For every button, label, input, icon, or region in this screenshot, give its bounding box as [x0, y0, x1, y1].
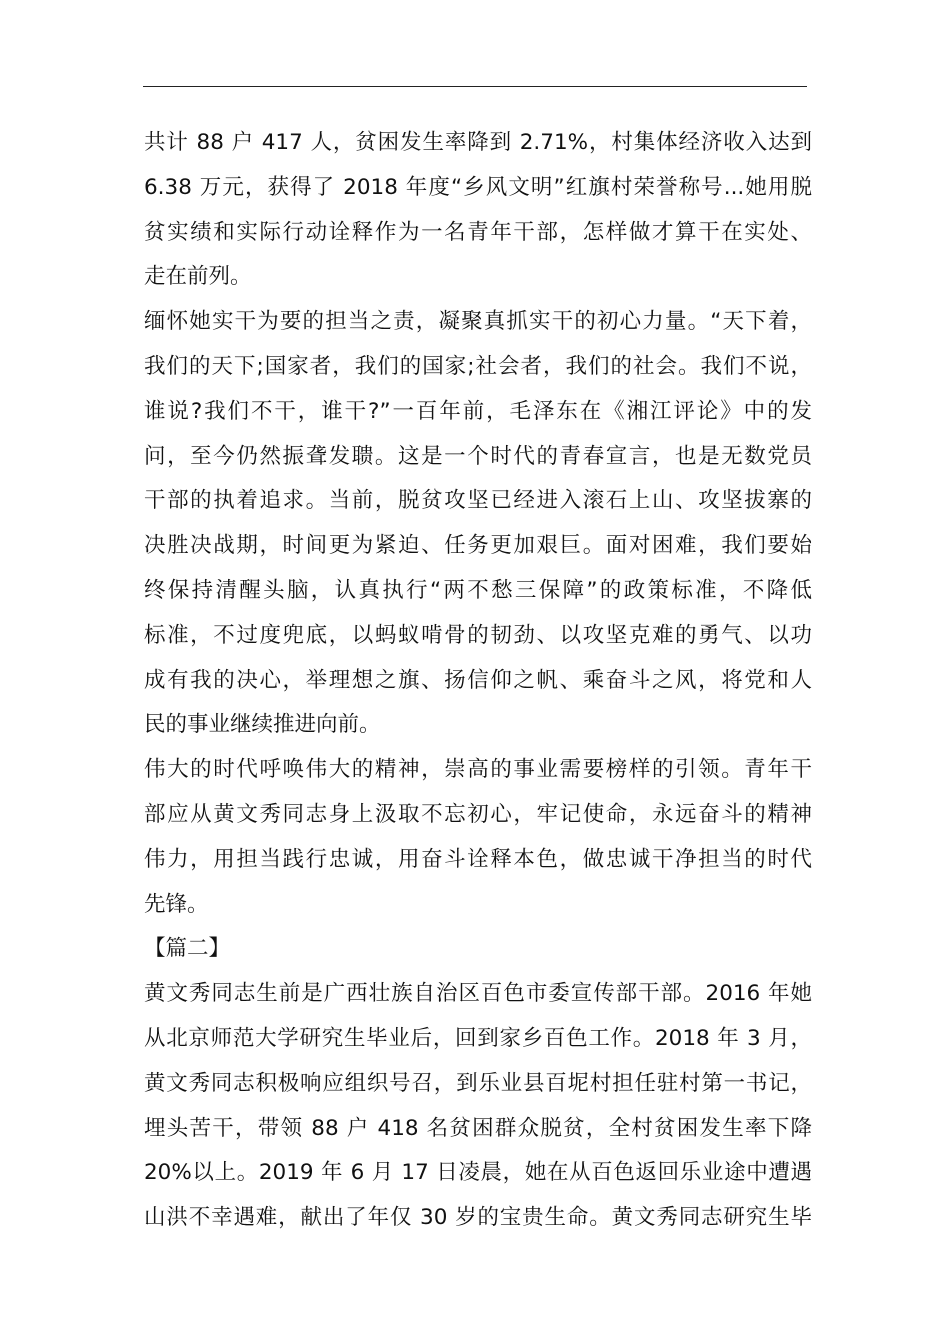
text-line: 共计 88 户 417 人，贫困发生率降到 2.71%，村集体经济收入达到	[144, 130, 812, 155]
text-line: 伟力，用担当践行忠诚，用奋斗诠释本色，做忠诚干净担当的时代	[144, 846, 812, 872]
text-line: 终保持清醒头脑，认真执行“两不愁三保障”的政策标准，不降低	[144, 577, 812, 603]
text-line: 谁说?我们不干，谁干?”一百年前，毛泽东在《湘江评论》中的发	[144, 398, 812, 424]
text-line: 民的事业继续推进向前。	[144, 712, 381, 738]
text-line: 从北京师范大学研究生毕业后，回到家乡百色工作。2018 年 3 月，	[144, 1025, 812, 1051]
text-line: 部应从黄文秀同志身上汲取不忘初心，牢记使命，永远奋斗的精神	[144, 801, 812, 827]
body-text	[144, 121, 812, 1241]
text-line: 山洪不幸遇难，献出了年仅 30 岁的宝贵生命。黄文秀同志研究生毕	[144, 1205, 812, 1231]
text-line: 埋头苦干，带领 88 户 418 名贫困群众脱贫，全村贫困发生率下降	[144, 1115, 812, 1141]
text-line: 20%以上。2019 年 6 月 17 日凌晨，她在从百色返回乐业途中遭遇	[144, 1160, 812, 1186]
text-line: 我们的天下;国家者，我们的国家;社会者，我们的社会。我们不说，	[144, 353, 812, 379]
text-line: 干部的执着追求。当前，脱贫攻坚已经进入滚石上山、攻坚拔寨的	[144, 488, 812, 514]
text-line: 先锋。	[144, 891, 209, 917]
text-line: 走在前列。	[144, 264, 252, 290]
text-line: 贫实绩和实际行动诠释作为一名青年干部，怎样做才算干在实处、	[144, 219, 812, 245]
text-line: 标准，不过度兜底，以蚂蚁啃骨的韧劲、以攻坚克难的勇气、以功	[144, 622, 812, 648]
text-line: 黄文秀同志生前是广西壮族自治区百色市委宣传部干部。2016 年她	[144, 981, 812, 1007]
text-line: 6.38 万元，获得了 2018 年度“乡风文明”红旗村荣誉称号...她用脱	[144, 174, 812, 200]
text-line: 伟大的时代呼唤伟大的精神，崇高的事业需要榜样的引领。青年干	[144, 757, 812, 783]
text-line: 缅怀她实干为要的担当之责，凝聚真抓实干的初心力量。“天下着，	[144, 309, 812, 335]
text-line: 黄文秀同志积极响应组织号召，到乐业县百坭村担任驻村第一书记，	[144, 1070, 812, 1096]
section-heading: 【篇二】	[144, 936, 231, 962]
text-line: 决胜决战期，时间更为紧迫、任务更加艰巨。面对困难，我们要始	[144, 533, 812, 559]
text-line: 成有我的决心，举理想之旗、扬信仰之帆、乘奋斗之风，将党和人	[144, 667, 812, 693]
header-rule	[143, 86, 807, 87]
text-line: 问，至今仍然振聋发聩。这是一个时代的青春宣言，也是无数党员	[144, 443, 812, 469]
